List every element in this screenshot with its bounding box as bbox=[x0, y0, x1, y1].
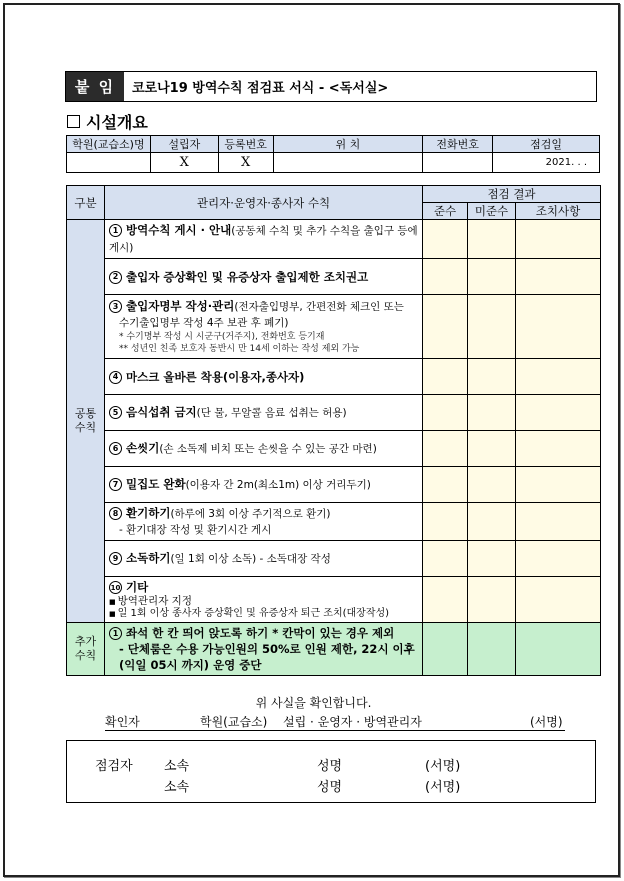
document-page bbox=[3, 3, 620, 877]
number-circle-icon: 10 bbox=[109, 581, 122, 594]
rule-10-bullet2: 일 1회 이상 종사자 증상확인 및 유증상자 퇴근 조치(대장작성) bbox=[117, 608, 390, 619]
inspector-signature-1[interactable]: (서명) bbox=[425, 759, 461, 774]
rule-item-10 bbox=[105, 577, 423, 623]
rule-3-note2: ** 성년인 친족 보호자 동반시 만 14세 이하는 작성 제외 가능 bbox=[119, 344, 360, 354]
noncomply-cell-5[interactable] bbox=[468, 395, 516, 431]
rule-5-detail: (단 물, 무알콜 음료 섭취는 허용) bbox=[196, 407, 347, 419]
comply-cell-3[interactable] bbox=[423, 295, 468, 359]
founder-field[interactable]: X bbox=[150, 153, 218, 173]
number-circle-icon: 5 bbox=[109, 406, 122, 419]
rule-1-title: 방역수칙 게시 · 안내 bbox=[126, 223, 232, 237]
rule-item-5 bbox=[105, 395, 423, 431]
rule-8-title: 환기하기 bbox=[126, 506, 171, 520]
noncomply-cell-9[interactable] bbox=[468, 541, 516, 577]
action-cell-7[interactable] bbox=[516, 467, 601, 503]
reg-number-field[interactable]: X bbox=[218, 153, 273, 173]
extra-rule-title: 좌석 한 칸 띄어 앉도록 하기 * 칸막이 있는 경우 제외 bbox=[126, 626, 395, 640]
action-cell-extra[interactable] bbox=[516, 623, 601, 676]
comply-cell-1[interactable] bbox=[423, 220, 468, 259]
section-heading bbox=[67, 110, 148, 133]
rule-7-detail: (이용자 간 2m(최소1m) 이상 거리두기) bbox=[185, 479, 371, 491]
header-founder: 설립자 bbox=[150, 136, 218, 153]
extra-rule-item-1 bbox=[105, 623, 423, 676]
rule-item-3 bbox=[105, 295, 423, 359]
number-circle-icon: 1 bbox=[109, 224, 122, 237]
location-field[interactable] bbox=[273, 153, 423, 173]
rule-1-detail: (공동체 수칙 및 추가 수칙을 출입구 등에 게시) bbox=[109, 225, 418, 254]
rule-item-2 bbox=[105, 259, 423, 295]
rule-10-bullet1: 방역관리자 지정 bbox=[117, 595, 192, 607]
attachment-tag: 붙 임 bbox=[66, 72, 124, 101]
noncomply-cell-6[interactable] bbox=[468, 431, 516, 467]
comply-cell-9[interactable] bbox=[423, 541, 468, 577]
confirmer-label: 확인자 bbox=[105, 715, 140, 729]
rule-4-title: 마스크 올바른 착용(이용자,종사자) bbox=[126, 369, 305, 384]
number-circle-icon: 3 bbox=[109, 300, 122, 313]
action-cell-9[interactable] bbox=[516, 541, 601, 577]
number-circle-icon: 1 bbox=[109, 627, 122, 640]
document-title: 코로나19 방역수칙 점검표 서식 - <독서실> bbox=[132, 81, 389, 96]
rule-item-8 bbox=[105, 503, 423, 541]
category-extra-label: 추가 수칙 bbox=[74, 635, 97, 662]
inspector-affil-1: 소속 bbox=[164, 759, 190, 774]
action-cell-4[interactable] bbox=[516, 359, 601, 395]
confirmer-org: 학원(교습소) bbox=[200, 715, 268, 729]
academy-name-field[interactable] bbox=[67, 153, 151, 173]
inspector-affil-2: 소속 bbox=[164, 780, 190, 795]
number-circle-icon: 9 bbox=[109, 552, 122, 565]
header-academy-name: 학원(교습소)명 bbox=[67, 136, 151, 153]
number-circle-icon: 6 bbox=[109, 442, 122, 455]
action-cell-1[interactable] bbox=[516, 220, 601, 259]
rule-8-line2: - 환기대장 작성 및 환기시간 게시 bbox=[119, 524, 272, 536]
bullet-square-icon: ■ bbox=[109, 598, 116, 606]
rule-5-title: 음식섭취 금지 bbox=[126, 405, 197, 419]
action-cell-10[interactable] bbox=[516, 577, 601, 623]
confirmer-signature[interactable]: (서명) bbox=[530, 715, 563, 729]
document-header bbox=[65, 71, 597, 102]
noncomply-cell-extra[interactable] bbox=[468, 623, 516, 676]
category-common-label: 공통 수칙 bbox=[74, 407, 97, 434]
rule-3-note1: * 수기명부 작성 시 시군구(거주지), 전화번호 등기재 bbox=[119, 332, 325, 342]
comply-cell-8[interactable] bbox=[423, 503, 468, 541]
header-location: 위 치 bbox=[273, 136, 423, 153]
bullet-square-icon: ■ bbox=[109, 610, 116, 618]
header-inspect-date: 점검일 bbox=[493, 136, 600, 153]
inspector-box bbox=[66, 740, 596, 803]
comply-cell-7[interactable] bbox=[423, 467, 468, 503]
rule-7-title: 밀집도 완화 bbox=[126, 477, 186, 491]
col-rules: 관리자·운영자·종사자 수칙 bbox=[105, 186, 423, 220]
col-result: 점검 결과 bbox=[423, 186, 601, 203]
inspector-signature-2[interactable]: (서명) bbox=[425, 780, 461, 795]
rule-item-9 bbox=[105, 541, 423, 577]
phone-field[interactable] bbox=[423, 153, 493, 173]
facility-table bbox=[66, 135, 600, 173]
inspector-name-2: 성명 bbox=[317, 780, 343, 795]
noncomply-cell-7[interactable] bbox=[468, 467, 516, 503]
confirmer-roles: 설립 · 운영자 · 방역관리자 bbox=[283, 715, 422, 729]
action-cell-5[interactable] bbox=[516, 395, 601, 431]
rule-9-title: 소독하기 bbox=[126, 551, 171, 565]
inspector-label: 점검자 bbox=[95, 759, 133, 774]
checkbox-square-icon bbox=[67, 115, 80, 128]
noncomply-cell-8[interactable] bbox=[468, 503, 516, 541]
inspect-date-field[interactable]: 2021. . . bbox=[493, 153, 600, 173]
action-cell-8[interactable] bbox=[516, 503, 601, 541]
rule-6-detail: (손 소독제 비치 또는 손씻을 수 있는 공간 마련) bbox=[159, 443, 377, 455]
noncomply-cell-1[interactable] bbox=[468, 220, 516, 259]
noncomply-cell-10[interactable] bbox=[468, 577, 516, 623]
extra-rule-line3: (익일 05시 까지) 운영 중단 bbox=[119, 658, 262, 672]
col-category: 구분 bbox=[67, 186, 105, 220]
rule-3-title: 출입자명부 작성·관리 bbox=[126, 299, 235, 313]
comply-cell-2[interactable] bbox=[423, 259, 468, 295]
rule-9-detail: (일 1회 이상 소독) - 소독대장 작성 bbox=[170, 553, 331, 565]
rule-item-1 bbox=[105, 220, 423, 259]
rule-item-7 bbox=[105, 467, 423, 503]
rule-2-title: 출입자 증상확인 및 유증상자 출입제한 조치권고 bbox=[126, 269, 369, 284]
col-noncomply: 미준수 bbox=[468, 203, 516, 220]
rule-3-line2: 수기출입명부 작성 4주 보관 후 폐기) bbox=[119, 317, 289, 329]
noncomply-cell-4[interactable] bbox=[468, 359, 516, 395]
action-cell-2[interactable] bbox=[516, 259, 601, 295]
comply-cell-6[interactable] bbox=[423, 431, 468, 467]
number-circle-icon: 8 bbox=[109, 507, 122, 520]
rule-10-title: 기타 bbox=[126, 580, 149, 594]
col-comply: 준수 bbox=[423, 203, 468, 220]
comply-cell-10[interactable] bbox=[423, 577, 468, 623]
section-title: 시설개요 bbox=[86, 113, 148, 132]
comply-cell-extra[interactable] bbox=[423, 623, 468, 676]
rule-item-6 bbox=[105, 431, 423, 467]
rule-6-title: 손씻기 bbox=[126, 441, 160, 455]
comply-cell-4[interactable] bbox=[423, 359, 468, 395]
action-cell-6[interactable] bbox=[516, 431, 601, 467]
header-phone: 전화번호 bbox=[423, 136, 493, 153]
noncomply-cell-3[interactable] bbox=[468, 295, 516, 359]
rule-3-detail: (전자출입명부, 간편전화 체크인 또는 bbox=[234, 301, 404, 313]
category-common bbox=[67, 220, 105, 623]
number-circle-icon: 4 bbox=[109, 371, 122, 384]
category-extra bbox=[67, 623, 105, 676]
comply-cell-5[interactable] bbox=[423, 395, 468, 431]
inspector-name-1: 성명 bbox=[317, 759, 343, 774]
action-cell-3[interactable] bbox=[516, 295, 601, 359]
col-action: 조치사항 bbox=[516, 203, 601, 220]
checklist-table bbox=[66, 185, 601, 676]
rule-item-4 bbox=[105, 359, 423, 395]
rule-8-detail: (하루에 3회 이상 주기적으로 환기) bbox=[170, 508, 331, 520]
noncomply-cell-2[interactable] bbox=[468, 259, 516, 295]
confirm-statement: 위 사실을 확인합니다. bbox=[255, 696, 372, 710]
number-circle-icon: 2 bbox=[109, 271, 122, 284]
number-circle-icon: 7 bbox=[109, 478, 122, 491]
confirmer-line bbox=[105, 713, 565, 731]
extra-rule-line2: - 단체룸은 수용 가능인원의 50%로 인원 제한, 22시 이후 bbox=[119, 642, 415, 656]
header-reg-number: 등록번호 bbox=[218, 136, 273, 153]
